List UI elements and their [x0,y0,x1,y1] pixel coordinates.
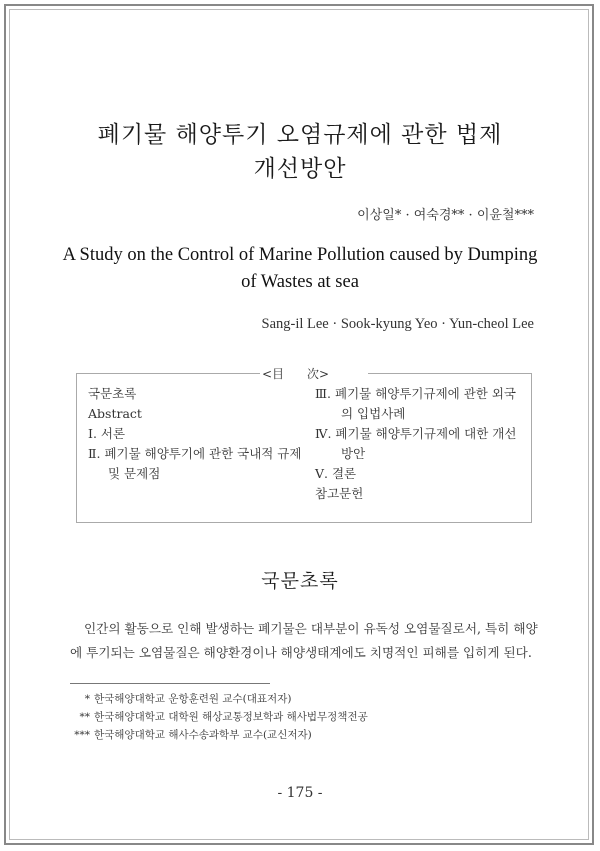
toc-item: Ⅴ. 결론 [315,466,357,481]
toc-item: 참고문헌 [315,486,364,501]
toc-right-column [315,384,530,504]
footnote-text: 한국해양대학교 해사수송과학부 교수(교신저자) [94,729,312,741]
footnote-text: 한국해양대학교 운항훈련원 교수(대표저자) [94,693,292,705]
footnote [70,726,368,744]
section-title-abstract: 국문초록 [261,570,339,592]
footnote [70,690,368,708]
page-number: - 175 - [277,785,323,801]
authors-english: Sang-il Lee · Sook-kyung Yeo · Yun-cheol Lee [261,316,534,332]
toc-item: Ⅱ. 폐기물 해양투기에 관한 국내적 규제 [88,446,302,461]
toc-heading: <目 次> [262,367,329,381]
toc-item: Abstract [88,406,142,421]
toc-item: Ⅳ. 폐기물 해양투기규제에 대한 개선 [315,426,517,441]
footnote-mark: * [84,693,90,705]
abstract-paragraph [70,617,536,665]
paper-title-korean-line2: 개선방안 [253,156,347,182]
toc-item: 의 입법사례 [341,406,406,421]
paper-title-korean-line1: 폐기물 해양투기 오염규제에 관한 법제 [97,122,503,148]
paper-title-english-line2: of Wastes at sea [241,272,359,292]
abstract-line: 인간의 활동으로 인해 발생하는 폐기물은 대부분이 유독성 오염물질로서, 특히 해양 [84,621,538,636]
toc-item: 방안 [341,446,366,461]
toc-item: Ⅰ. 서론 [88,426,126,441]
footnotes [70,690,368,744]
footnote-divider [70,683,270,684]
footnote-mark: ** [79,711,90,723]
toc-item: 국문초록 [88,386,137,401]
authors-korean: 이상일* · 여숙경** · 이윤철*** [357,208,534,223]
toc-left-column [88,384,303,484]
toc-item: Ⅲ. 폐기물 해양투기규제에 관한 외국 [315,386,516,401]
footnote-mark: *** [74,729,90,741]
footnote-text: 한국해양대학교 대학원 해상교통정보학과 해사법무정책전공 [94,711,368,723]
abstract-line: 에 투기되는 오염물질은 해양환경이나 해양생태계에도 치명적인 피해를 입히게 된다. [70,645,532,660]
toc-item: 및 문제점 [108,466,161,481]
paper-title-english-line1: A Study on the Control of Marine Pollution caused by Dumping [62,245,538,265]
footnote [70,708,368,726]
